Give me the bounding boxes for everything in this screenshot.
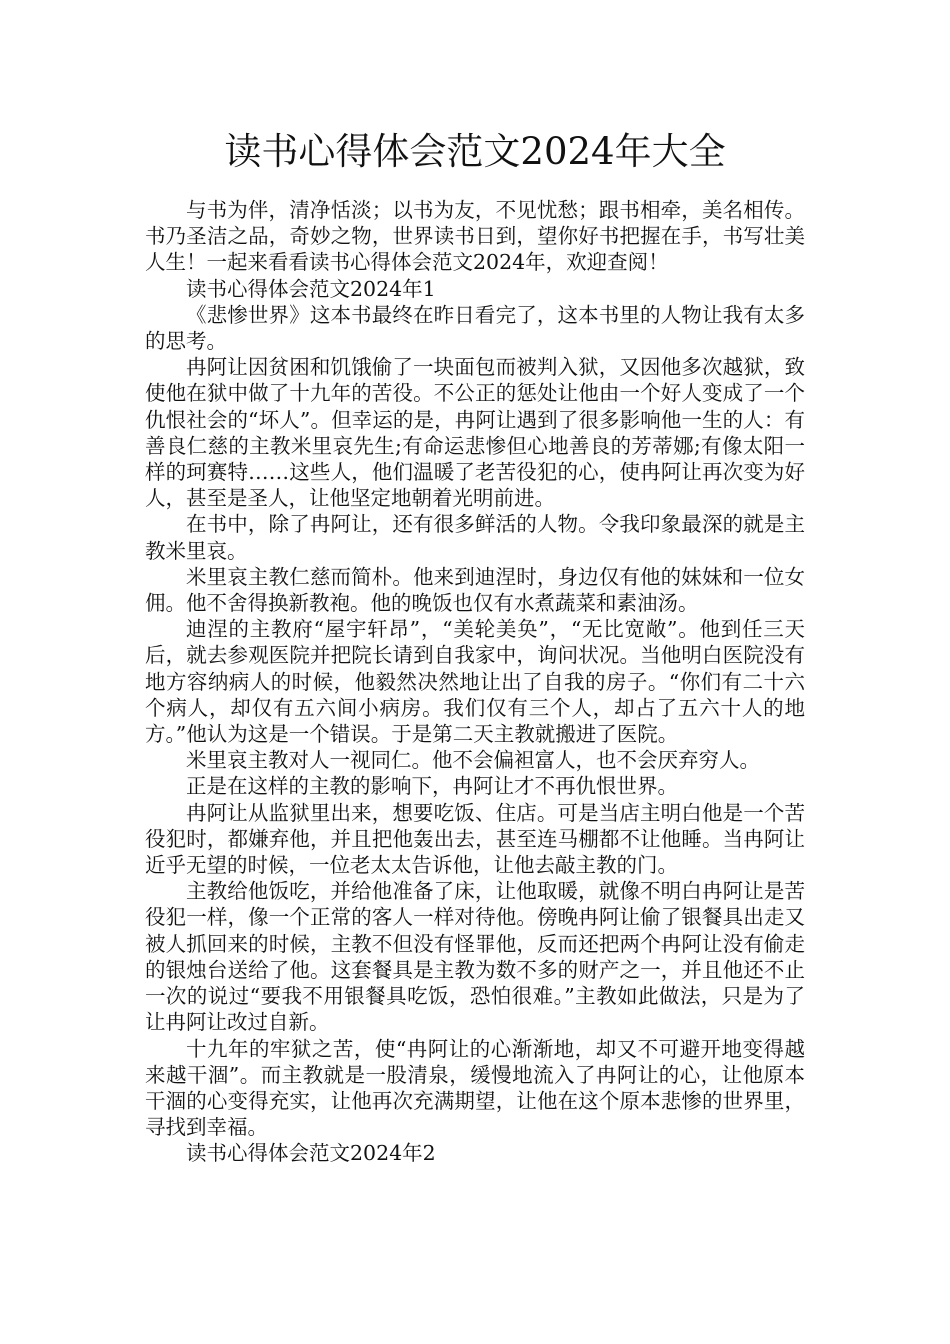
body-paragraph: 在书中，除了冉阿让，还有很多鲜活的人物。令我印象最深的就是主教米里哀。 bbox=[145, 512, 805, 563]
body-paragraph: 主教给他饭吃，并给他准备了床，让他取暖，就像不明白冉阿让是苦役犯一样，像一个正常的客人一样对待他。傍晚冉阿让偷了银餐具出走又被人抓回来的时候，主教不但没有怪罪他，反而还把两个冉阿让没有偷走的银烛台送给了他。这套餐具是主教为数不多的财产之一，并且他还不止一次的说过“要我不用银餐具吃饭，恐怕很难。”主教如此做法，只是为了让冉阿让改过自新。 bbox=[145, 879, 805, 1035]
body-paragraph: 冉阿让从监狱里出来，想要吃饭、住店。可是当店主明白他是一个苦役犯时，都嫌弃他，并且把他轰出去，甚至连马棚都不让他睡。当冉阿让近乎无望的时候，一位老太太告诉他，让他去敲主教的门。 bbox=[145, 800, 805, 878]
body-paragraph: 冉阿让因贫困和饥饿偷了一块面包而被判入狱，又因他多次越狱，致使他在狱中做了十九年的苦役。不公正的惩处让他由一个好人变成了一个仇恨社会的“坏人”。但幸运的是，冉阿让遇到了很多影响他一生的人：有善良仁慈的主教米里哀先生;有命运悲惨但心地善良的芳蒂娜;有像太阳一样的珂赛特……这些人，他们温暖了老苦役犯的心，使冉阿让再次变为好人，甚至是圣人，让他坚定地朝着光明前进。 bbox=[145, 355, 805, 511]
document-title: 读书心得体会范文2024年大全 bbox=[224, 130, 726, 173]
section-heading-2: 读书心得体会范文2024年2 bbox=[186, 1141, 436, 1166]
body-paragraph: 米里哀主教对人一视同仁。他不会偏袒富人，也不会厌弃穷人。 bbox=[186, 748, 760, 773]
body-paragraph: 十九年的牢狱之苦，使“冉阿让的心渐渐地，却又不可避开地变得越来越干涸”。而主教就是一股清泉，缓慢地流入了冉阿让的心，让他原本干涸的心变得充实，让他再次充满期望，让他在这个原本悲惨的世界里，寻找到幸福。 bbox=[145, 1036, 805, 1140]
body-paragraph: 迪涅的主教府“屋宇轩昂”，“美轮美奂”，“无比宽敞”。他到任三天后，就去参观医院并把院长请到自我家中，询问状况。当他明白医院没有地方容纳病人的时候，他毅然决然地让出了自我的房子。“你们有二十六个病人，却仅有五六间小病房。我们仅有三个人，却占了五六十人的地方。”他认为这是一个错误。于是第二天主教就搬进了医院。 bbox=[145, 617, 805, 747]
document-body bbox=[145, 197, 805, 1167]
intro-paragraph: 与书为伴，清净恬淡；以书为友，不见忧愁；跟书相牵，美名相传。书乃圣洁之品，奇妙之物，世界读书日到，望你好书把握在手，书写壮美人生！一起来看看读书心得体会范文2024年，欢迎查阅！ bbox=[145, 198, 805, 275]
body-paragraph: 正是在这样的主教的影响下，冉阿让才不再仇恨世界。 bbox=[186, 774, 678, 799]
section-heading-1: 读书心得体会范文2024年1 bbox=[186, 276, 436, 301]
body-paragraph: 《悲惨世界》这本书最终在昨日看完了，这本书里的人物让我有太多的思考。 bbox=[145, 302, 805, 354]
body-paragraph: 米里哀主教仁慈而简朴。他来到迪涅时，身边仅有他的妹妹和一位女佣。他不舍得换新教袍。他的晚饭也仅有水煮蔬菜和素油汤。 bbox=[145, 564, 805, 616]
